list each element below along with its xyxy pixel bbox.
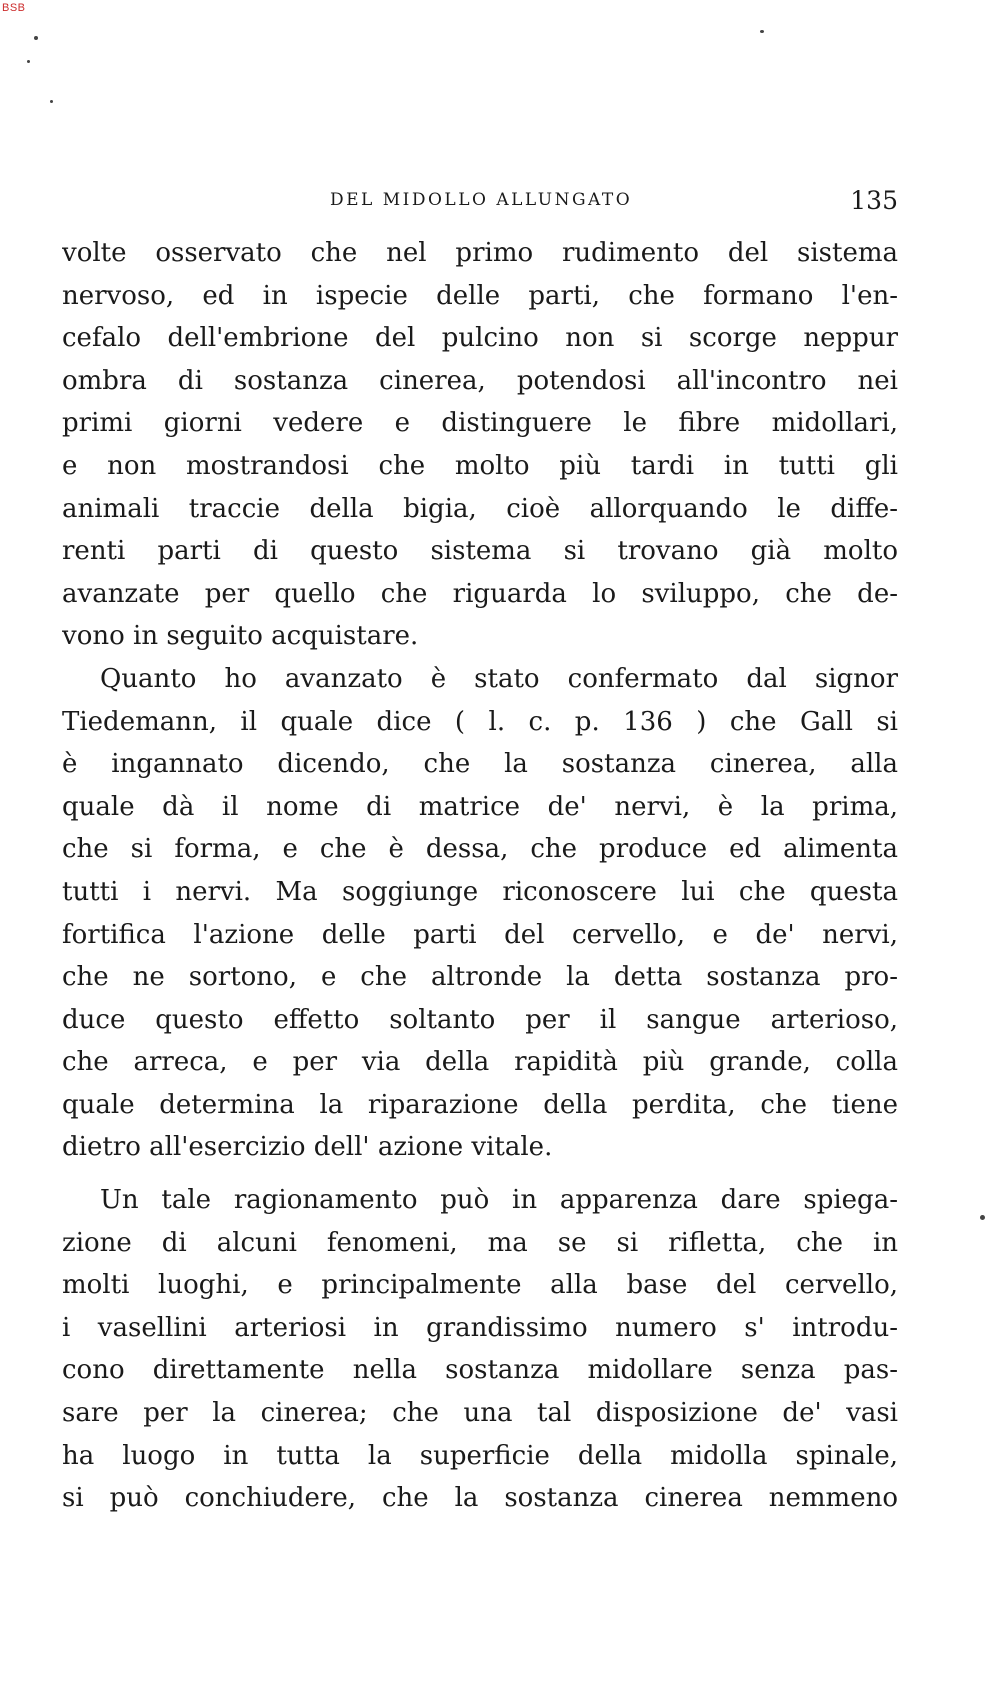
text-line: nervoso, ed in ispecie delle parti, che formano l'en- xyxy=(62,280,898,311)
paragraph-gap xyxy=(62,1169,898,1179)
page-number: 135 xyxy=(850,186,898,215)
text-line: Tiedemann, il quale dice ( l. c. p. 136 ) che Gall si xyxy=(62,706,898,737)
text-line: dietro all'esercizio dell' azione vitale. xyxy=(62,1132,553,1163)
text-line: si può conchiudere, che la sostanza cinerea nemmeno xyxy=(62,1483,898,1514)
ink-speck xyxy=(980,1215,985,1220)
ink-speck xyxy=(27,60,30,63)
text-line: sare per la cinerea; che una tal disposizione de' vasi xyxy=(62,1398,898,1429)
running-title: DEL MIDOLLO ALLUNGATO xyxy=(330,190,633,210)
text-line: molti luoghi, e principalmente alla base del cervello, xyxy=(62,1270,898,1301)
text-line: volte osservato che nel primo rudimento del sistema xyxy=(62,238,898,268)
text-line: avanzate per quello che riguarda lo sviluppo, che de- xyxy=(62,578,898,609)
text-line: che si forma, e che è dessa, che produce ed alimenta xyxy=(62,834,898,865)
text-line: e non mostrandosi che molto più tardi in tutti gli xyxy=(62,450,898,481)
text-line: quale dà il nome di matrice de' nervi, è la prima, xyxy=(62,791,898,822)
text-line: vono in seguito acquistare. xyxy=(62,621,419,652)
text-line: renti parti di questo sistema si trovano già molto xyxy=(62,536,898,567)
text-line: i vasellini arteriosi in grandissimo numero s' introdu- xyxy=(62,1312,898,1343)
text-line: Un tale ragionamento può in apparenza dare spiega- xyxy=(100,1185,898,1216)
text-line: animali traccie della bigia, cioè allorquando le diffe- xyxy=(62,493,898,524)
text-line: quale determina la riparazione della perdita, che tiene xyxy=(62,1089,898,1120)
text-line: è ingannato dicendo, che la sostanza cinerea, alla xyxy=(62,749,898,780)
text-line: che ne sortono, e che altronde la detta sostanza pro- xyxy=(62,962,898,993)
ink-speck xyxy=(34,36,38,40)
text-line: ombra di sostanza cinerea, potendosi all'incontro nei xyxy=(62,365,898,396)
text-line: primi giorni vedere e distinguere le fibre midollari, xyxy=(62,408,898,439)
text-line: tutti i nervi. Ma soggiunge riconoscere lui che questa xyxy=(62,876,898,907)
library-stamp: BSB xyxy=(2,2,26,14)
text-line: che arreca, e per via della rapidità più grande, colla xyxy=(62,1047,898,1078)
ink-speck xyxy=(50,100,53,103)
text-line: ha luogo in tutta la superficie della midolla spinale, xyxy=(62,1440,898,1471)
text-line: cono direttamente nella sostanza midollare senza pas- xyxy=(62,1355,898,1386)
text-line: duce questo effetto soltanto per il sangue arterioso, xyxy=(62,1004,898,1035)
page-header xyxy=(62,186,898,220)
text-line: fortifica l'azione delle parti del cervello, e de' nervi, xyxy=(62,919,898,950)
ink-speck xyxy=(760,30,764,33)
text-line: Quanto ho avanzato è stato confermato dal signor xyxy=(100,663,898,694)
text-line: zione di alcuni fenomeni, ma se si rifletta, che in xyxy=(62,1227,898,1258)
body-text xyxy=(62,232,898,1520)
text-line: cefalo dell'embrione del pulcino non si scorge neppur xyxy=(62,323,898,354)
